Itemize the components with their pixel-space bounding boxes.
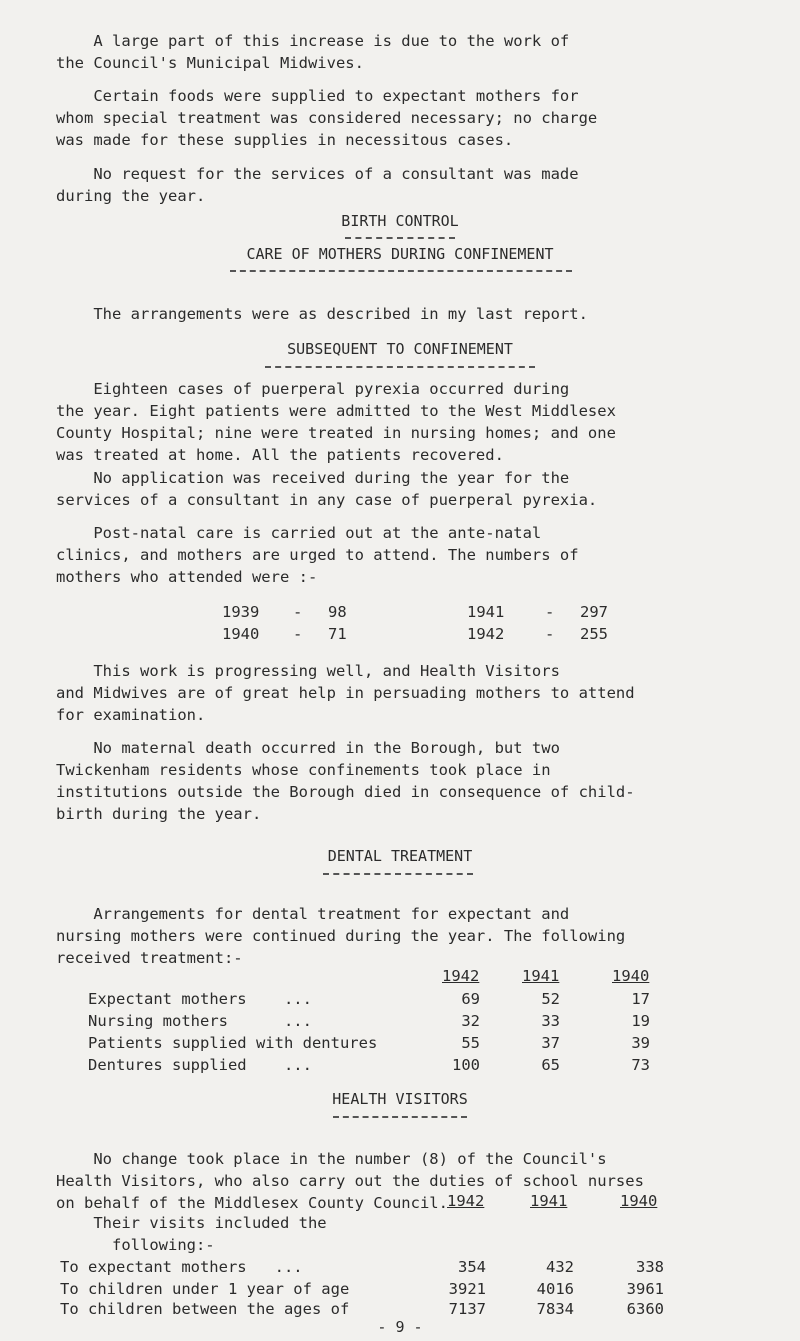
table-cell: 354: [458, 1258, 486, 1276]
dental-treatment-heading: DENTAL TREATMENT: [327, 847, 473, 865]
health-visitors-heading: HEALTH VISITORS: [332, 1090, 468, 1108]
table-cell: 73: [631, 1056, 650, 1074]
attendance-dash: -: [545, 625, 555, 643]
attendance-dash: -: [293, 625, 303, 643]
table-cell: 33: [541, 1012, 560, 1030]
heading-rule: [323, 873, 473, 875]
attendance-dash: -: [293, 603, 303, 621]
heading-rule: [345, 237, 455, 239]
attendance-year: 1941: [467, 603, 505, 621]
table-cell: 65: [541, 1056, 560, 1074]
column-header: 1942: [447, 1192, 485, 1210]
table-cell: 3961: [626, 1280, 664, 1298]
column-header: 1942: [442, 967, 480, 985]
table-cell: 37: [541, 1034, 560, 1052]
column-header: 1940: [620, 1192, 658, 1210]
table-cell: 19: [631, 1012, 650, 1030]
table-cell: 7137: [448, 1300, 486, 1318]
table-cell: 39: [631, 1034, 650, 1052]
table-cell: 338: [636, 1258, 664, 1276]
page-number: - 9 -: [377, 1318, 423, 1336]
column-header: 1940: [612, 967, 650, 985]
column-header: 1941: [522, 967, 560, 985]
heading-rule: [230, 270, 572, 272]
table-cell: 7834: [536, 1300, 574, 1318]
heading-rule: [333, 1116, 467, 1118]
post-natal-paragraph: Post-natal care is carried out at the ante-natal clinics, and mothers are urged to attend. The numbers of mothers who attended were :-: [56, 524, 579, 586]
table-cell: 69: [461, 990, 480, 1008]
attendance-count: 255: [580, 625, 608, 643]
intro-paragraph-3: No request for the services of a consultant was made during the year.: [56, 165, 579, 205]
dental-paragraph: Arrangements for dental treatment for expectant and nursing mothers were continued during the year. The following received treatment:-: [56, 905, 626, 967]
attendance-year: 1939: [222, 603, 260, 621]
attendance-year: 1942: [467, 625, 505, 643]
birth-control-heading: BIRTH CONTROL: [341, 212, 459, 230]
row-label: Patients supplied with dentures: [88, 1034, 378, 1052]
table-cell: 6360: [626, 1300, 664, 1318]
table-cell: 100: [452, 1056, 480, 1074]
progress-paragraph: This work is progressing well, and Health Visitors and Midwives are of great help in persuading mothers to attend for examination.: [56, 662, 635, 724]
care-during-confinement-heading: CARE OF MOTHERS DURING CONFINEMENT: [246, 245, 554, 263]
row-label: Nursing mothers ...: [88, 1012, 312, 1030]
table-cell: 432: [546, 1258, 574, 1276]
subsequent-heading: SUBSEQUENT TO CONFINEMENT: [287, 340, 513, 358]
attendance-count: 297: [580, 603, 608, 621]
heading-rule: [265, 366, 535, 368]
row-label: To children under 1 year of age: [60, 1280, 350, 1298]
consultant-paragraph: No application was received during the year for the services of a consultant in any case of puerperal pyrexia.: [56, 469, 598, 509]
table-cell: 55: [461, 1034, 480, 1052]
health-visitors-paragraph: No change took place in the number (8) of the Council's Health Visitors, who also carry out the duties of school nurses on behalf of the Middlesex County Council.: [56, 1150, 644, 1212]
attendance-count: 98: [328, 603, 347, 621]
maternal-death-paragraph: No maternal death occurred in the Borough, but two Twickenham residents whose confinements took place in institutions outside the Borough died in consequence of child- birth during the year.: [56, 739, 635, 823]
table-cell: 32: [461, 1012, 480, 1030]
attendance-year: 1940: [222, 625, 260, 643]
row-label: Dentures supplied ...: [88, 1056, 312, 1074]
care-during-paragraph: The arrangements were as described in my last report.: [56, 305, 588, 323]
row-label: Expectant mothers ...: [88, 990, 312, 1008]
intro-paragraph-1: A large part of this increase is due to the work of the Council's Municipal Midwives.: [56, 32, 570, 72]
table-cell: 17: [631, 990, 650, 1008]
table-cell: 3921: [448, 1280, 486, 1298]
attendance-count: 71: [328, 625, 347, 643]
intro-paragraph-2: Certain foods were supplied to expectant mothers for whom special treatment was considered necessary; no charge was made for these supplies in necessitous cases.: [56, 87, 598, 149]
attendance-dash: -: [545, 603, 555, 621]
row-label: To children between the ages of: [60, 1300, 350, 1318]
table-cell: 4016: [536, 1280, 574, 1298]
column-header: 1941: [530, 1192, 568, 1210]
visits-intro-label: Their visits included the following:-: [93, 1214, 327, 1254]
table-cell: 52: [541, 990, 560, 1008]
puerperal-pyrexia-paragraph: Eighteen cases of puerperal pyrexia occurred during the year. Eight patients were admitted to the West Middlesex County Hospital; nine were treated in nursing homes; and one was treated at home. All the patients recovered.: [56, 380, 616, 464]
row-label: To expectant mothers ...: [60, 1258, 303, 1276]
